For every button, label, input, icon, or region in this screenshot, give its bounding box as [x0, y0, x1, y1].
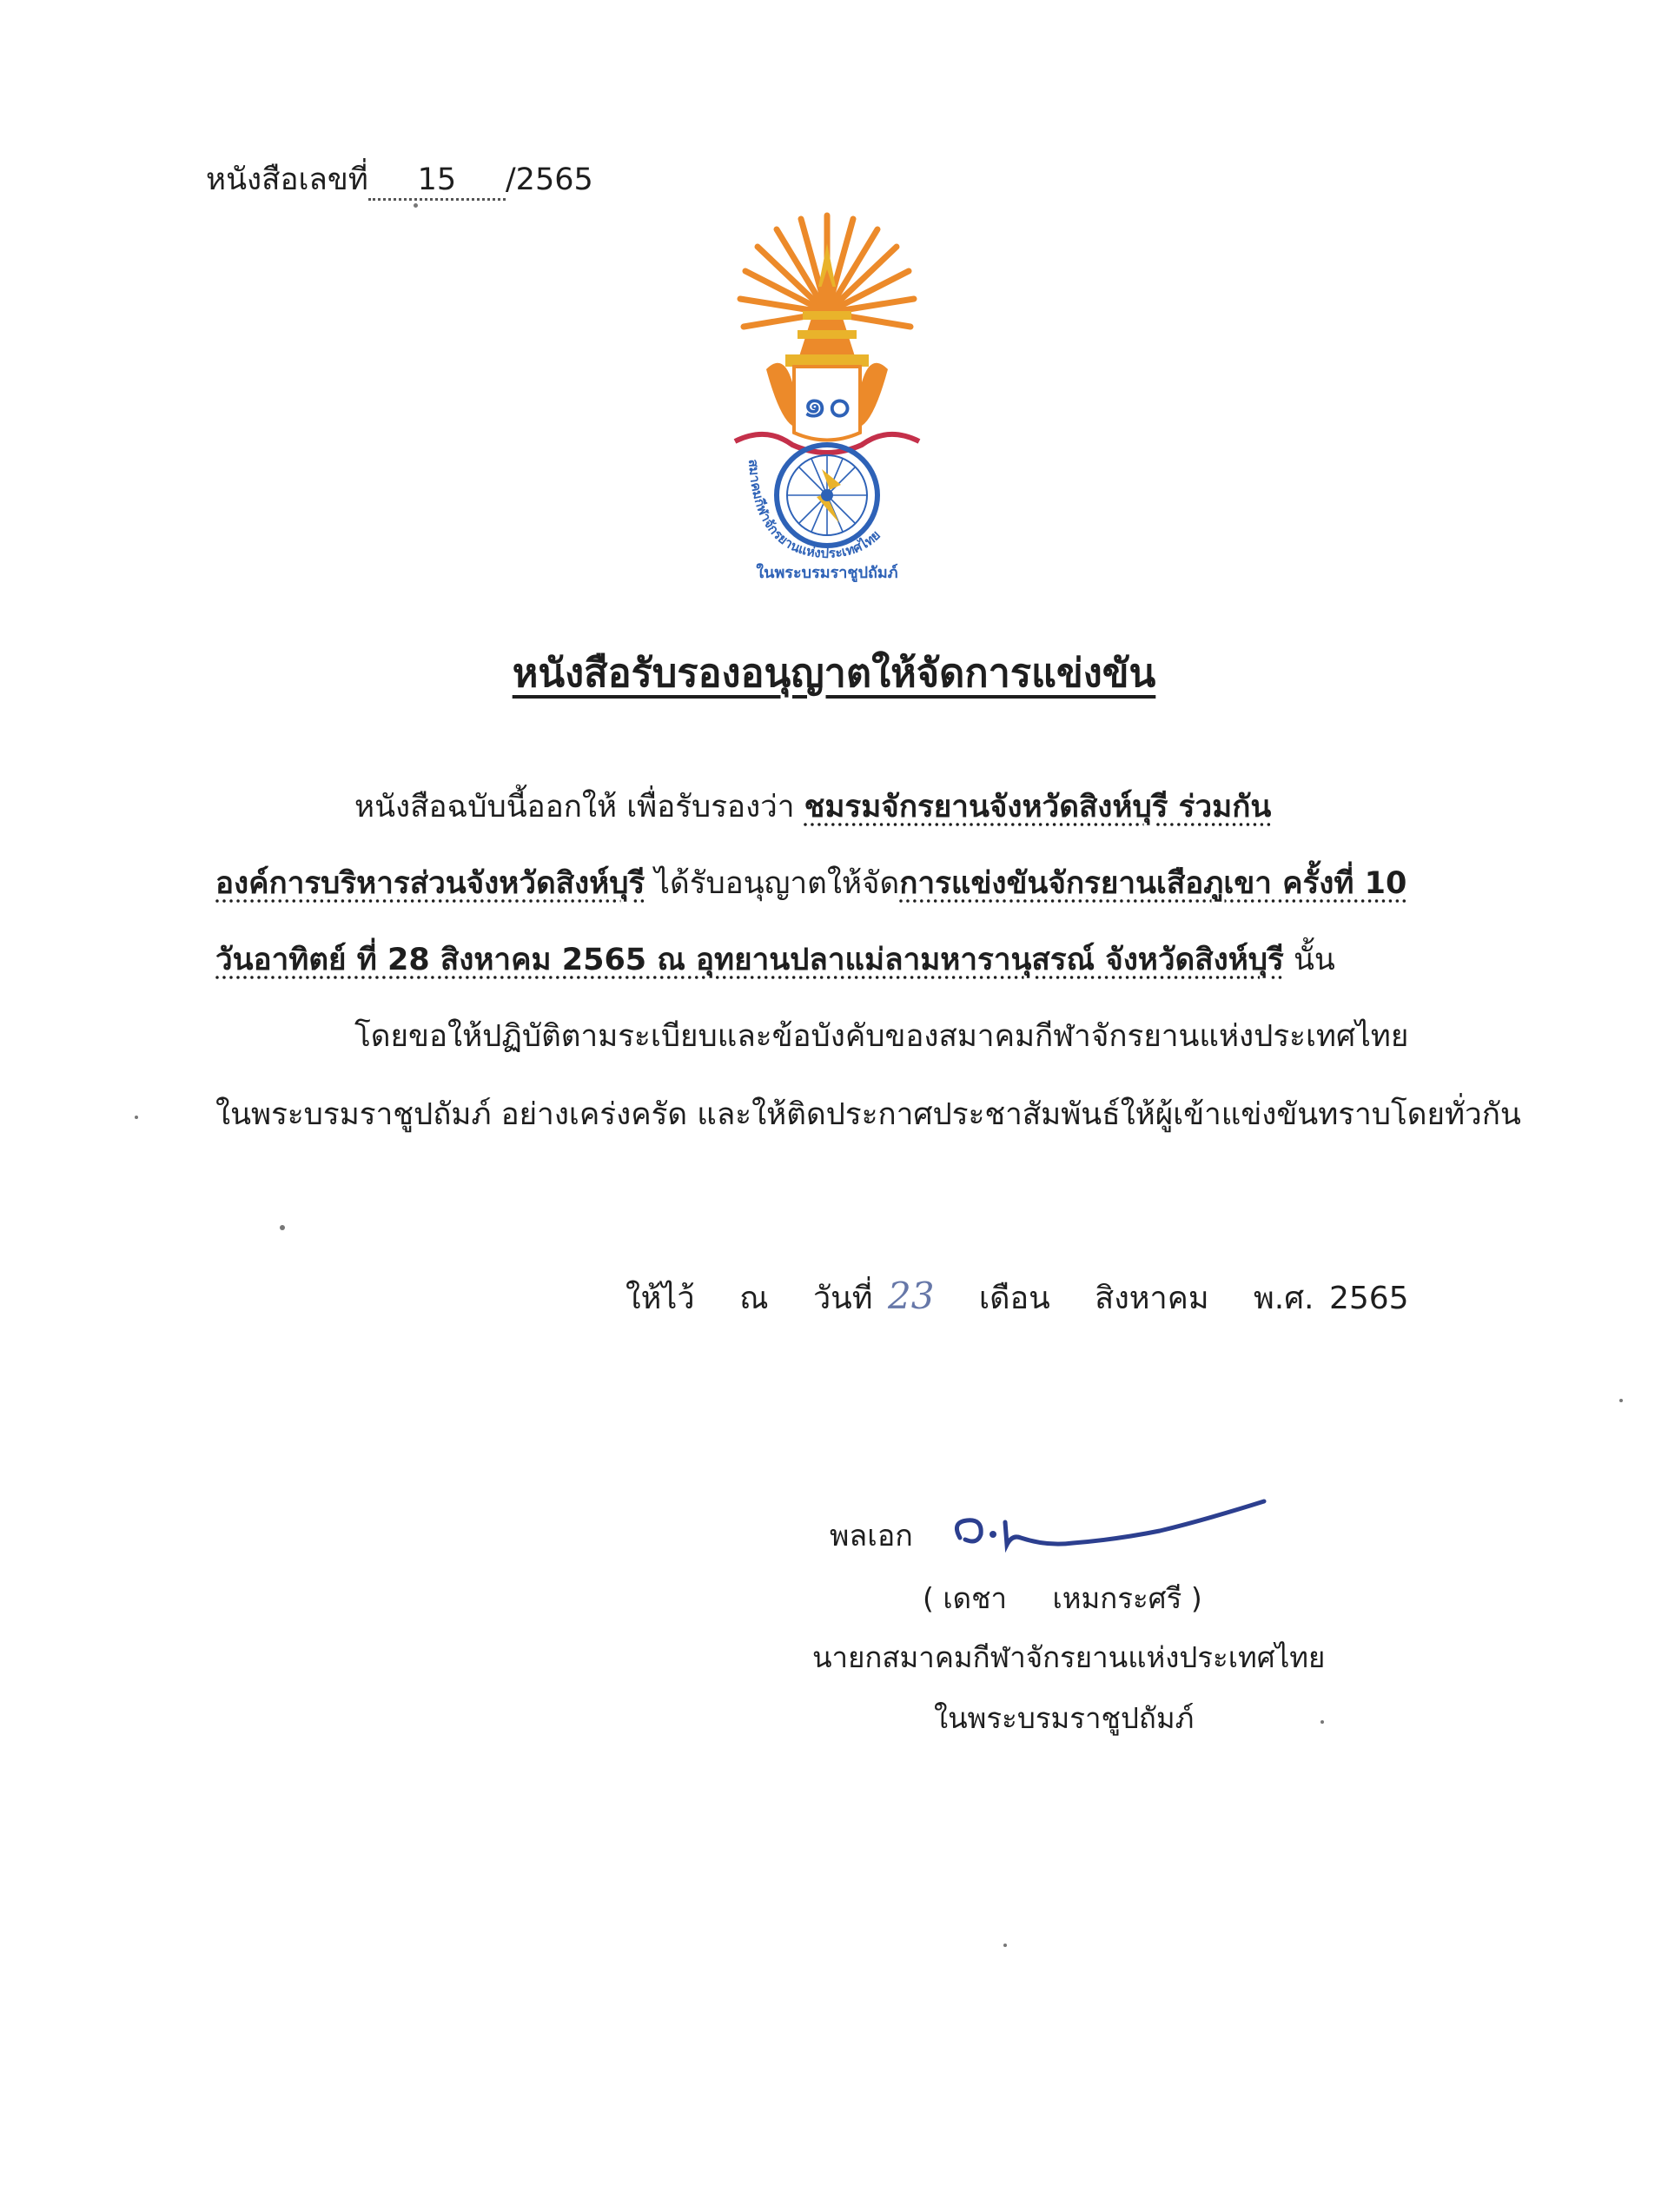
paragraph1-line3 [215, 942, 1335, 978]
reference-number [206, 162, 593, 201]
logo-bottom-text: ในพระบรมราชูปถัมภ์ [756, 564, 898, 582]
emblem-glyph: ๑๐ [802, 380, 852, 427]
bicycle-wheel-icon [777, 445, 877, 546]
permission-text: ได้รับอนุญาตให้จัด [645, 866, 900, 901]
signatory-position: นายกสมาคมกีฬาจักรยานแห่งประเทศไทย [812, 1640, 1326, 1674]
logo-arc-text: สมาคมกีฬาจักรยานแห่งประเทศไทย [745, 459, 884, 562]
paragraph1-intro: หนังสือฉบับนี้ออกให้ เพื่อรับรองว่า [354, 790, 804, 825]
association-logo [731, 209, 923, 582]
reference-prefix: หนังสือเลขที่ [206, 162, 368, 197]
day-handwritten: 23 [887, 1275, 935, 1317]
event-date-venue: วันอาทิตย์ ที่ 28 สิงหาคม 2565 ณ อุทยานปลาแม่ลามหารานุสรณ์ จังหวัดสิงห์บุรี [215, 943, 1284, 977]
day-label: วันที่ [812, 1281, 873, 1316]
given-label: ให้ไว้ [626, 1281, 695, 1316]
signature-icon [943, 1486, 1273, 1573]
scan-speck [280, 1225, 285, 1230]
signatory-name: ( เดชา เหมกระศรี ) [923, 1581, 1202, 1615]
signatory-position-line2: ในพระบรมราชูปถัมภ์ [934, 1701, 1195, 1735]
scan-speck [1003, 1944, 1007, 1947]
club-name: ชมรมจักรยานจังหวัดสิงห์บุรี ร่วมกัน [804, 790, 1272, 825]
paragraph2-line2: ในพระบรมราชูปถัมภ์ อย่างเคร่งครัด และให้ติดประกาศประชาสัมพันธ์ให้ผู้เข้าแข่งขันทราบโดยทั่วกัน [215, 1097, 1521, 1132]
issue-date [626, 1273, 1409, 1322]
era-label: พ.ศ. [1254, 1281, 1314, 1316]
paragraph1-line2 [215, 865, 1407, 902]
at-label: ณ [739, 1281, 769, 1316]
month-value: สิงหาคม [1095, 1281, 1209, 1316]
reference-year: /2565 [505, 162, 593, 197]
year-value: 2565 [1328, 1281, 1409, 1316]
scan-speck [1320, 1720, 1324, 1724]
organization-name: องค์การบริหารส่วนจังหวัดสิงห์บุรี [215, 866, 645, 901]
event-name: การแข่งขันจักรยานเสือภูเขา ครั้งที่ 10 [899, 866, 1407, 901]
scan-speck [414, 203, 418, 208]
month-label: เดือน [978, 1281, 1050, 1316]
paragraph1-end: นั้น [1283, 943, 1335, 977]
scan-speck [1619, 1399, 1623, 1402]
signatory-rank: พลเอก [830, 1519, 913, 1553]
reference-number-value: 15 [368, 162, 506, 201]
paragraph1-line1 [354, 789, 1271, 825]
scan-speck [135, 1116, 138, 1119]
document-title: หนังสือรับรองอนุญาตให้จัดการแข่งขัน [512, 650, 1156, 696]
paragraph2-line1: โดยขอให้ปฏิบัติตามระเบียบและข้อบังคับของสมาคมกีฬาจักรยานแห่งประเทศไทย [354, 1019, 1409, 1054]
